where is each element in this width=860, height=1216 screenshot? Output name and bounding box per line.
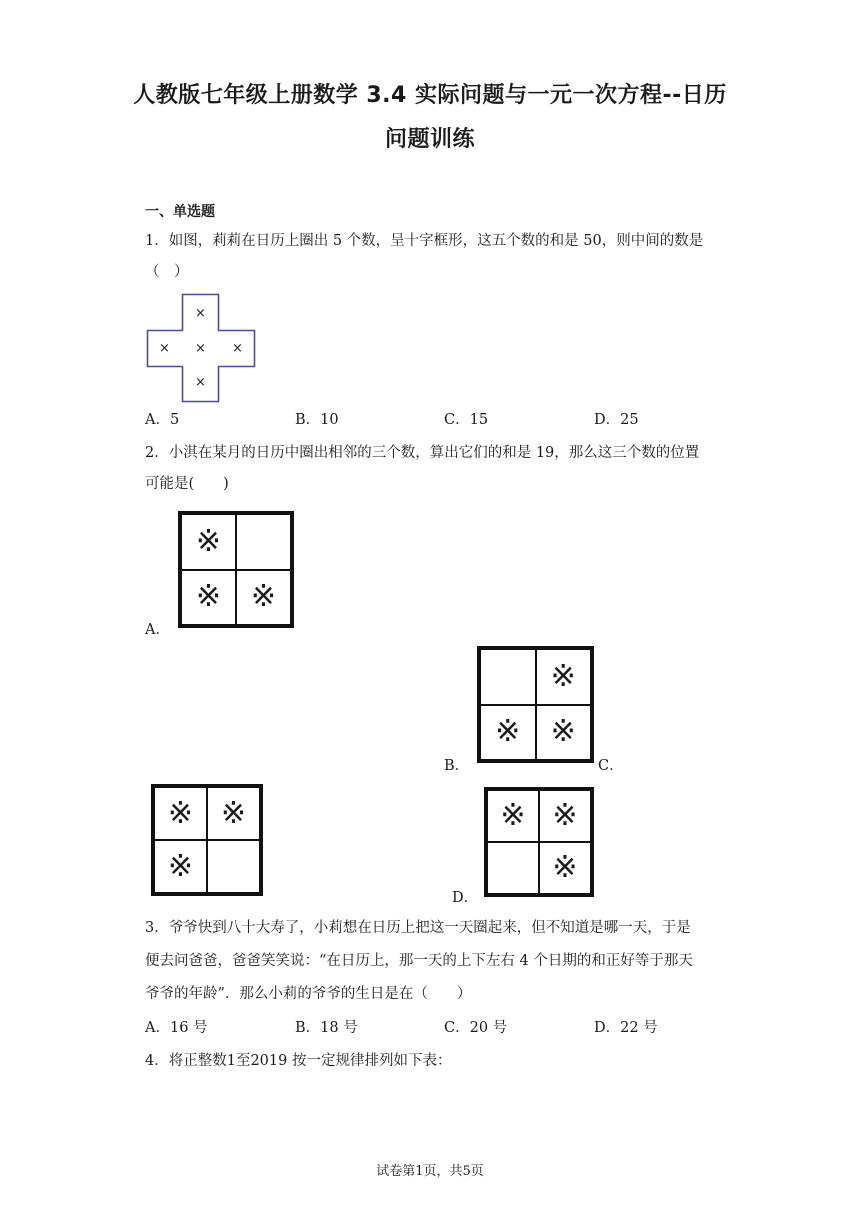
- q2-option-b-grid: [477, 646, 594, 763]
- q3-option-c: C．20 号: [444, 1020, 508, 1036]
- grid-cell-marked: ※: [487, 790, 539, 842]
- grid-cell-empty: [207, 840, 260, 893]
- page-title-line1: 人教版七年级上册数学 3.4 实际问题与一元一次方程--日历: [133, 83, 727, 108]
- q2-text-line2: 可能是( ): [145, 476, 229, 492]
- q2-text-line1: 2．小淇在某月的日历中圈出相邻的三个数，算出它们的和是 19，那么这三个数的位置: [145, 445, 700, 461]
- grid-cell-marked: ※: [536, 705, 592, 761]
- q2-option-a-grid: [178, 511, 294, 628]
- section-heading: 一、单选题: [145, 204, 215, 220]
- grid-cell-marked: ※: [181, 570, 236, 626]
- grid-cell-marked: ※: [154, 787, 207, 840]
- grid-cell-marked: ※: [181, 514, 236, 570]
- q2-label-b: B．: [444, 758, 470, 774]
- q3-option-a: A．16 号: [145, 1020, 208, 1036]
- q1-text-line1: 1．如图，莉莉在日历上圈出 5 个数，呈十字框形，这五个数的和是 50，则中间的数是: [145, 233, 704, 249]
- grid-cell-empty: [480, 649, 536, 705]
- q1-option-b: B．10: [295, 412, 339, 428]
- cross-mark-top: ×: [195, 306, 206, 321]
- q1-option-d: D．25: [594, 412, 639, 428]
- q3-text-line3: 爷爷的年龄”．那么小莉的爷爷的生日是在（ ）: [145, 986, 472, 1002]
- grid-cell-marked: ※: [236, 570, 291, 626]
- grid-cell-marked: ※: [536, 649, 592, 705]
- grid-cell-empty: [487, 842, 539, 894]
- page-title-line2: 问题训练: [384, 127, 475, 152]
- cross-mark-right: ×: [232, 341, 243, 356]
- cross-mark-left: ×: [159, 341, 170, 356]
- q1-option-a: A．5: [145, 412, 180, 428]
- cross-mark-bottom: ×: [195, 375, 206, 390]
- q2-label-d: D．: [452, 890, 479, 906]
- q1-text-line2: （ ）: [145, 264, 189, 280]
- q4-text-line1: 4．将正整数1至2019 按一定规律排列如下表：: [145, 1053, 452, 1069]
- q2-label-c: C．: [598, 758, 624, 774]
- grid-cell-marked: ※: [207, 787, 260, 840]
- grid-cell-marked: ※: [480, 705, 536, 761]
- grid-cell-empty: [236, 514, 291, 570]
- q3-option-b: B．18 号: [295, 1020, 358, 1036]
- q3-option-d: D．22 号: [594, 1020, 658, 1036]
- grid-cell-marked: ※: [539, 842, 591, 894]
- cross-mark-center: ×: [195, 341, 206, 356]
- page-footer: 试卷第1页，共5页: [376, 1164, 484, 1179]
- q3-text-line2: 便去问爸爸，爸爸笑笑说：“在日历上，那一天的上下左右 4 个日期的和正好等于那天: [145, 953, 693, 969]
- grid-cell-marked: ※: [539, 790, 591, 842]
- q1-cross-figure: [146, 293, 258, 403]
- q1-option-c: C．15: [444, 412, 489, 428]
- grid-cell-marked: ※: [154, 840, 207, 893]
- q2-label-a: A．: [145, 622, 170, 638]
- q2-option-d-grid: [484, 787, 594, 897]
- q2-option-c-grid: [151, 784, 263, 896]
- q3-text-line1: 3．爷爷快到八十大寿了，小莉想在日历上把这一天圈起来，但不知道是哪一天，于是: [145, 920, 691, 936]
